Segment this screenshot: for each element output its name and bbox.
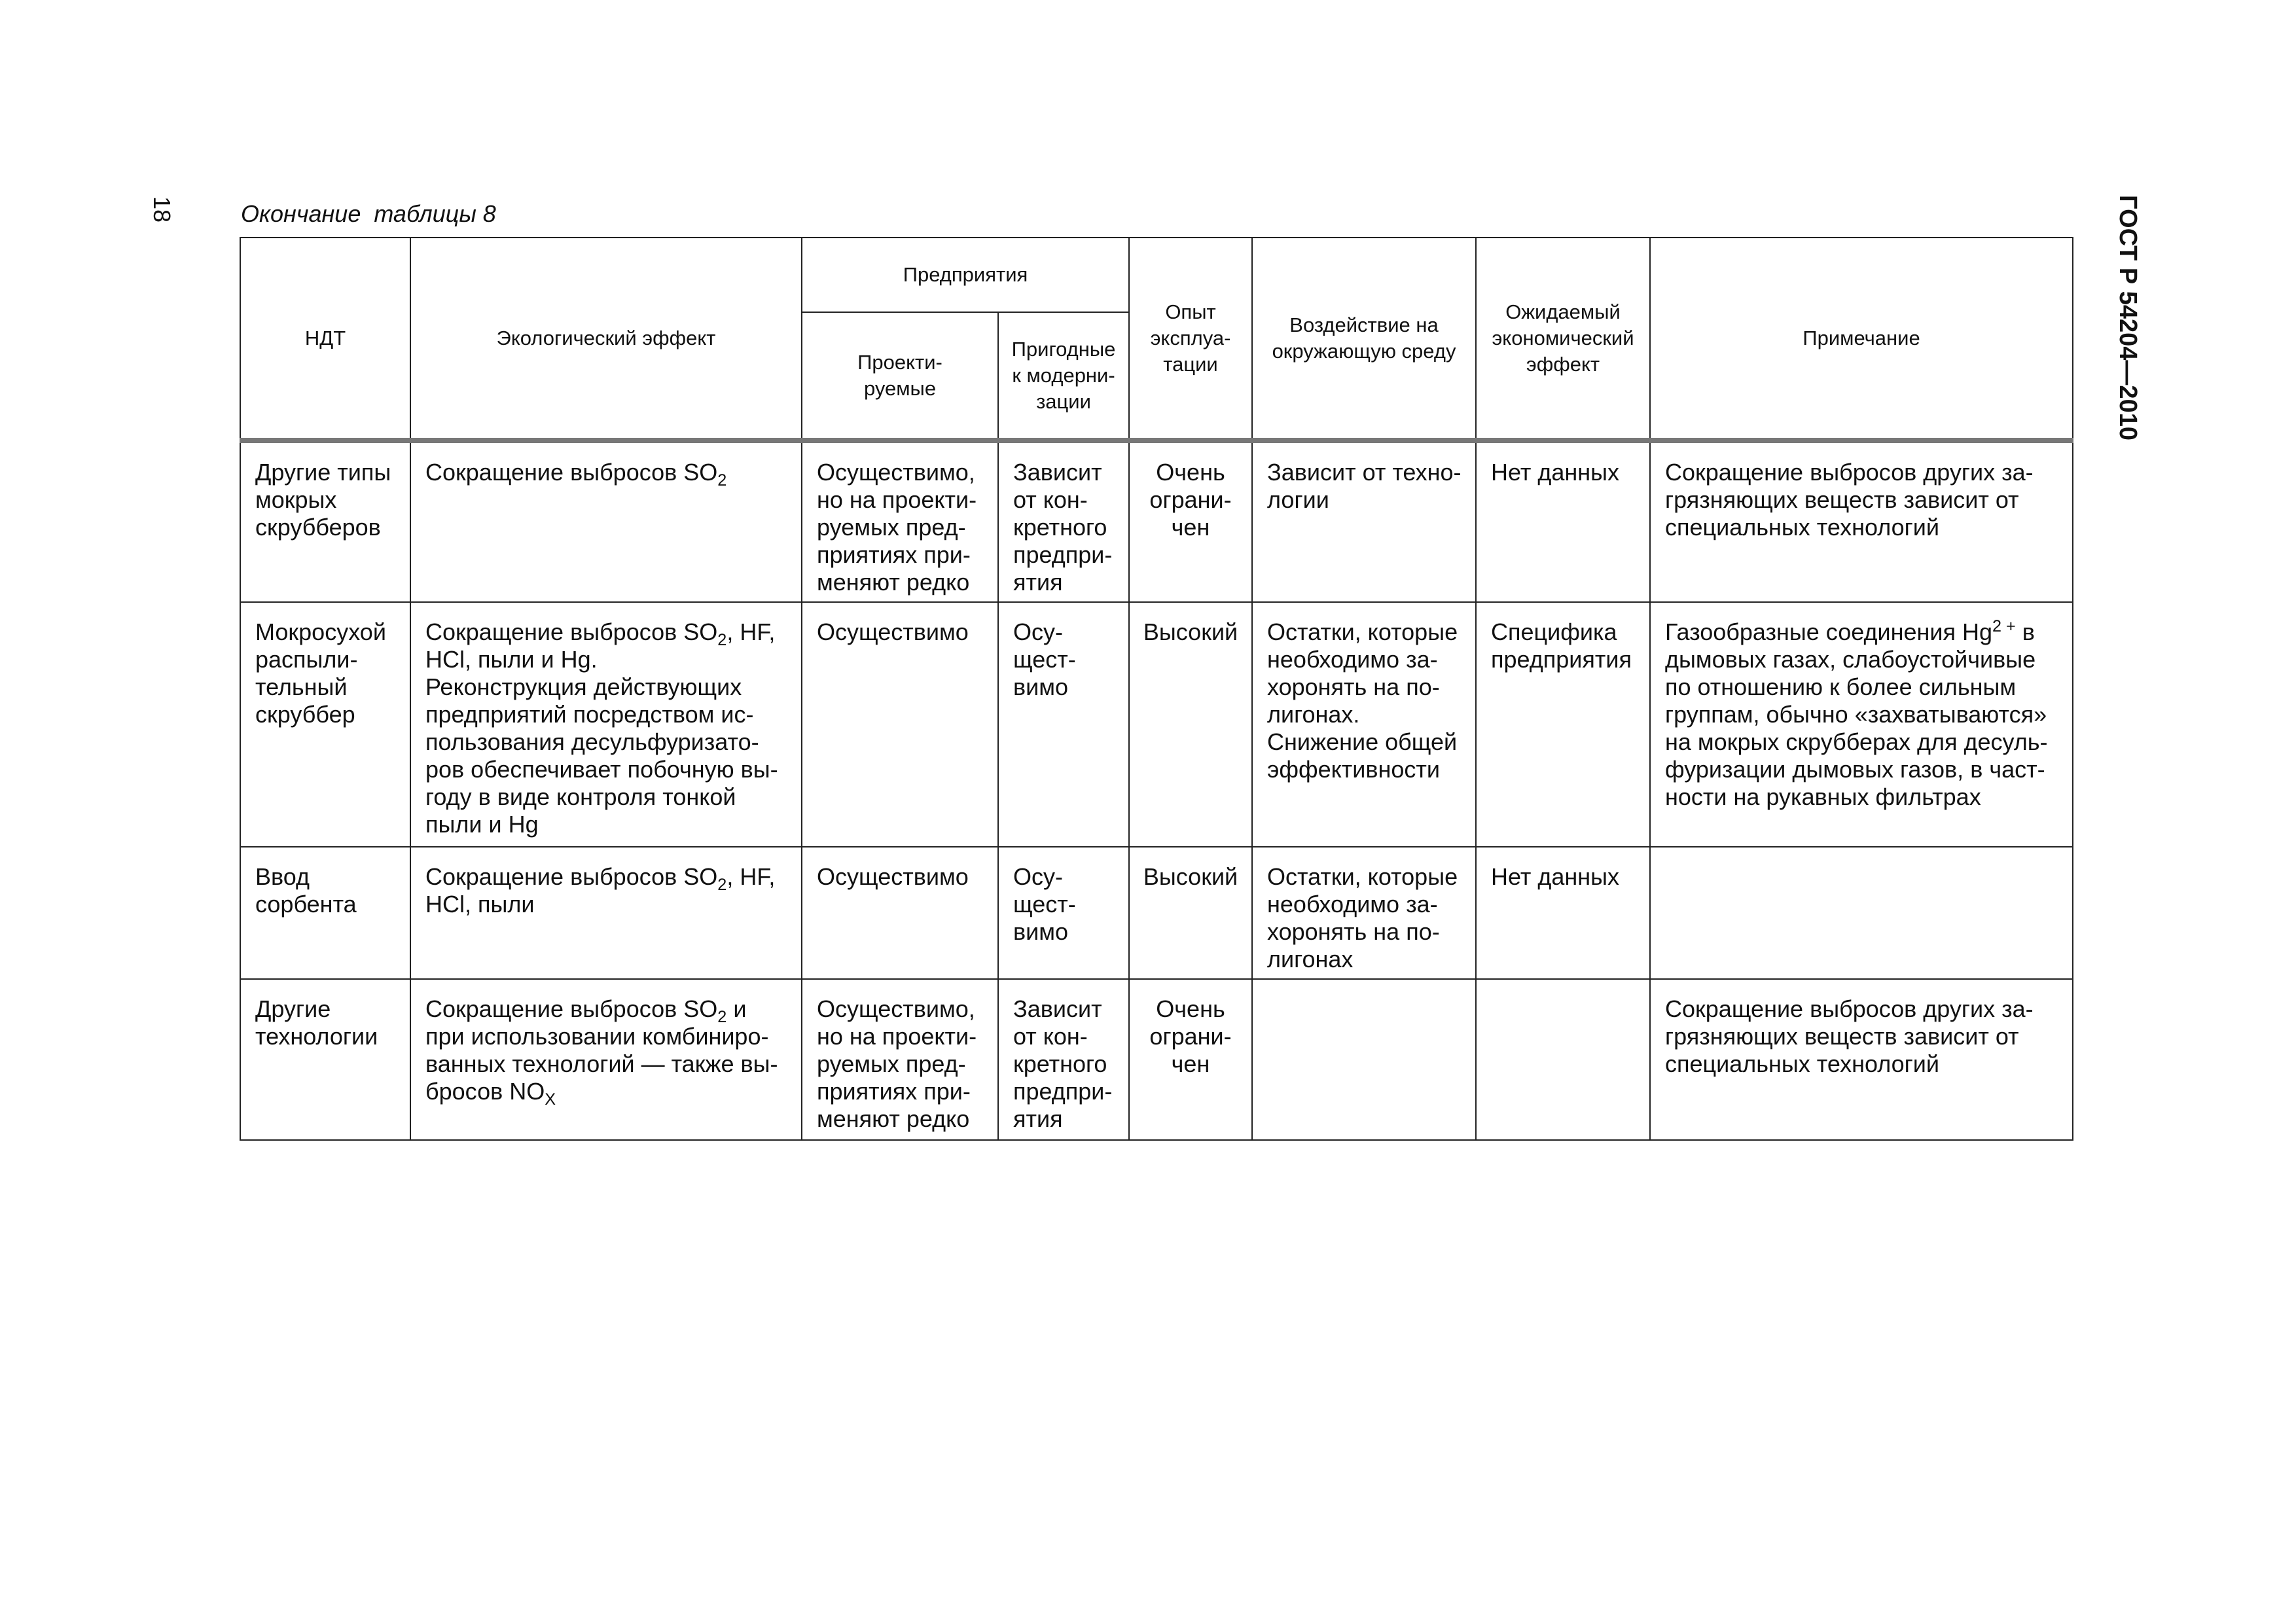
- header-modernizable: Пригодные к модерни- зации: [998, 312, 1129, 440]
- page-number: 18: [149, 196, 175, 223]
- cell-experience: Очень ограни- чен: [1129, 440, 1252, 602]
- header-enterprises: Предприятия: [802, 238, 1129, 312]
- cell-expected: [1476, 979, 1650, 1140]
- header-projected: Проекти- руемые: [802, 312, 998, 440]
- cell-expected: Нет данных: [1476, 847, 1650, 979]
- cell-modernizable: Осу- щест- вимо: [998, 602, 1129, 847]
- cell-experience: Высокий: [1129, 602, 1252, 847]
- cell-impact: Остатки, которые необходимо за- хоронять на по- лигонах: [1252, 847, 1476, 979]
- table-row: [240, 440, 2073, 602]
- cell-note: Сокращение выбросов других за- грязняющих веществ зависит от специальных технологий: [1650, 979, 2073, 1140]
- header-impact: Воздействие на окружающую среду: [1252, 238, 1476, 440]
- cell-projected: Осуществимо, но на проекти- руемых пред- приятиях при- меняют редко: [802, 440, 998, 602]
- cell-expected: Нет данных: [1476, 440, 1650, 602]
- cell-ndt: Другие технологии: [240, 979, 410, 1140]
- document-code: ГОСТ Р 54204—2010: [2114, 195, 2142, 440]
- cell-note: Газообразные соединения $Hg^{2 +}$ в дымовых газах, слабоустойчивые по отношению к более сильным группам, обычно «захватываются» на мокрых скрубберах для десуль- фуризации дымовых газов, в част- ности на рукавных фильтрах: [1650, 602, 2073, 847]
- cell-eco-effect: Сокращение выбросов $SO_2$, HF, HCl, пыли: [410, 847, 802, 979]
- cell-modernizable: Зависит от кон- кретного предпри- ятия: [998, 979, 1129, 1140]
- data-table: [240, 237, 2073, 1141]
- cell-impact: Зависит от техно- логии: [1252, 440, 1476, 602]
- cell-eco-effect: Сокращение выбросов $SO_2$ и при использовании комбиниро- ванных технологий — также вы- бросов $NO_X$: [410, 979, 802, 1140]
- header-eco-effect: Экологический эффект: [410, 238, 802, 440]
- header-ndt: НДТ: [240, 238, 410, 440]
- cell-experience: Очень ограни- чен: [1129, 979, 1252, 1140]
- cell-ndt: Другие типы мокрых скрубберов: [240, 440, 410, 602]
- header-experience: Опыт эксплуа- тации: [1129, 238, 1252, 440]
- cell-impact: [1252, 979, 1476, 1140]
- cell-eco-effect: Сокращение выбросов $SO_2$, HF, HCl, пыли и Hg. Реконструкция действующих предприятий посредством ис- пользования десульфуризато- ров обеспечивает побочную вы- году в виде контроля тонкой пыли и Hg: [410, 602, 802, 847]
- table-row: [240, 979, 2073, 1140]
- cell-expected: Специфика предприятия: [1476, 602, 1650, 847]
- table-caption: Окончание таблицы 8: [241, 200, 496, 227]
- cell-projected: Осуществимо: [802, 847, 998, 979]
- cell-note: Сокращение выбросов других за- грязняющих веществ зависит от специальных технологий: [1650, 440, 2073, 602]
- cell-projected: Осуществимо: [802, 602, 998, 847]
- table-row: [240, 847, 2073, 979]
- cell-ndt: Мокросухой распыли- тельный скруббер: [240, 602, 410, 847]
- cell-experience: Высокий: [1129, 847, 1252, 979]
- cell-impact: Остатки, которые необходимо за- хоронять на по- лигонах. Снижение общей эффективности: [1252, 602, 1476, 847]
- cell-modernizable: Зависит от кон- кретного предпри- ятия: [998, 440, 1129, 602]
- header-expected: Ожидаемый экономический эффект: [1476, 238, 1650, 440]
- table-row: [240, 602, 2073, 847]
- cell-ndt: Ввод сорбента: [240, 847, 410, 979]
- cell-eco-effect: Сокращение выбросов $SO_2$: [410, 440, 802, 602]
- cell-note: [1650, 847, 2073, 979]
- cell-projected: Осуществимо, но на проекти- руемых пред- приятиях при- меняют редко: [802, 979, 998, 1140]
- header-note: Примечание: [1650, 238, 2073, 440]
- cell-modernizable: Осу- щест- вимо: [998, 847, 1129, 979]
